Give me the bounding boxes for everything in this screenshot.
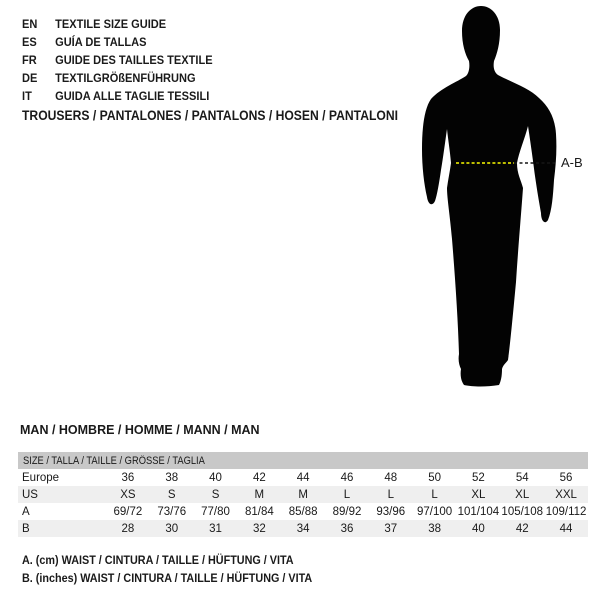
language-code: IT xyxy=(22,89,32,103)
table-cell: 105/108 xyxy=(501,505,543,518)
table-cell: XL xyxy=(471,488,486,501)
table-cell: 48 xyxy=(384,471,398,484)
table-cell: 56 xyxy=(559,471,573,484)
size-table xyxy=(18,452,588,537)
table-cell: 32 xyxy=(252,522,266,535)
table-cell: 89/92 xyxy=(332,505,362,518)
table-row-label: A xyxy=(22,505,30,518)
table-cell: XS xyxy=(120,488,136,501)
table-cell: L xyxy=(343,488,351,501)
table-cell: L xyxy=(431,488,438,501)
table-cell: 93/96 xyxy=(376,505,406,518)
table-cell: M xyxy=(254,488,265,501)
table-cell: 73/76 xyxy=(157,505,187,518)
table-cell: 85/88 xyxy=(288,505,318,518)
table-cell: 40 xyxy=(472,522,485,535)
table-cell: 109/112 xyxy=(545,505,587,518)
language-label: GUIDE DES TAILLES TEXTILE xyxy=(55,53,213,67)
measure-label: A-B xyxy=(561,155,583,170)
table-cell: 42 xyxy=(252,471,266,484)
language-row xyxy=(22,87,213,105)
table-cell: S xyxy=(211,488,220,501)
language-label: TEXTILGRÖßENFÜHRUNG xyxy=(55,71,196,85)
table-cell: XXL xyxy=(555,488,577,501)
table-cell: 44 xyxy=(559,522,573,535)
table-cell: S xyxy=(167,488,176,501)
size-table-header-row xyxy=(18,452,588,469)
table-cell: 81/84 xyxy=(244,505,274,518)
table-cell: 44 xyxy=(296,471,310,484)
man-silhouette xyxy=(422,6,556,387)
table-cell: 52 xyxy=(472,471,485,484)
measurement-notes xyxy=(22,551,312,587)
section-title-man: MAN / HOMBRE / HOMME / MANN / MAN xyxy=(20,423,260,437)
table-cell: 36 xyxy=(340,522,354,535)
waist-measure-line xyxy=(455,161,559,165)
table-cell: 69/72 xyxy=(113,505,143,518)
table-cell: 34 xyxy=(296,522,310,535)
table-cell: M xyxy=(298,488,308,501)
language-code: ES xyxy=(22,35,37,49)
language-label: GUÍA DE TALLAS xyxy=(55,35,147,49)
table-cell: L xyxy=(387,488,394,501)
table-cell: 31 xyxy=(209,522,222,535)
man-silhouette-svg xyxy=(415,4,565,394)
table-row xyxy=(18,520,588,537)
table-cell: 50 xyxy=(428,471,441,484)
table-cell: 36 xyxy=(121,471,135,484)
table-row xyxy=(18,486,588,503)
language-row xyxy=(22,69,213,87)
man-silhouette-figure xyxy=(415,4,565,394)
language-code: DE xyxy=(22,71,38,85)
table-row xyxy=(18,469,588,486)
language-label: GUIDA ALLE TAGLIE TESSILI xyxy=(55,89,210,103)
table-cell: 97/100 xyxy=(417,505,453,518)
language-code: EN xyxy=(22,17,38,31)
table-row-label: B xyxy=(22,522,30,535)
table-row-label: US xyxy=(22,488,38,501)
size-table-header-text: SIZE / TALLA / TAILLE / GRÖSSE / TAGLIA xyxy=(23,454,205,467)
language-label: TEXTILE SIZE GUIDE xyxy=(55,17,167,31)
table-cell: 77/80 xyxy=(201,505,230,518)
language-row xyxy=(22,51,213,69)
table-cell: XL xyxy=(515,488,530,501)
note-a-cm: A. (cm) WAIST / CINTURA / TAILLE / HÜFTUNG / VITA xyxy=(22,553,294,567)
table-cell: 38 xyxy=(428,522,441,535)
language-row xyxy=(22,15,213,33)
table-cell: 30 xyxy=(165,522,179,535)
table-cell: 40 xyxy=(209,471,222,484)
size-table-header xyxy=(18,452,588,469)
table-row xyxy=(18,503,588,520)
table-row-label: Europe xyxy=(22,471,60,484)
table-cell: 38 xyxy=(165,471,179,484)
language-code: FR xyxy=(22,53,37,67)
table-cell: 101/104 xyxy=(457,505,500,518)
table-cell: 37 xyxy=(384,522,398,535)
note-b-inches: B. (inches) WAIST / CINTURA / TAILLE / HÜFTUNG / VITA xyxy=(22,571,313,585)
table-cell: 46 xyxy=(340,471,354,484)
language-row xyxy=(22,33,213,51)
size-table-body xyxy=(18,469,588,537)
garment-title: TROUSERS / PANTALONES / PANTALONS / HOSEN / PANTALONI xyxy=(22,108,398,123)
table-cell: 54 xyxy=(515,471,529,484)
table-cell: 28 xyxy=(121,522,135,535)
language-guide xyxy=(22,15,213,105)
table-cell: 42 xyxy=(515,522,529,535)
